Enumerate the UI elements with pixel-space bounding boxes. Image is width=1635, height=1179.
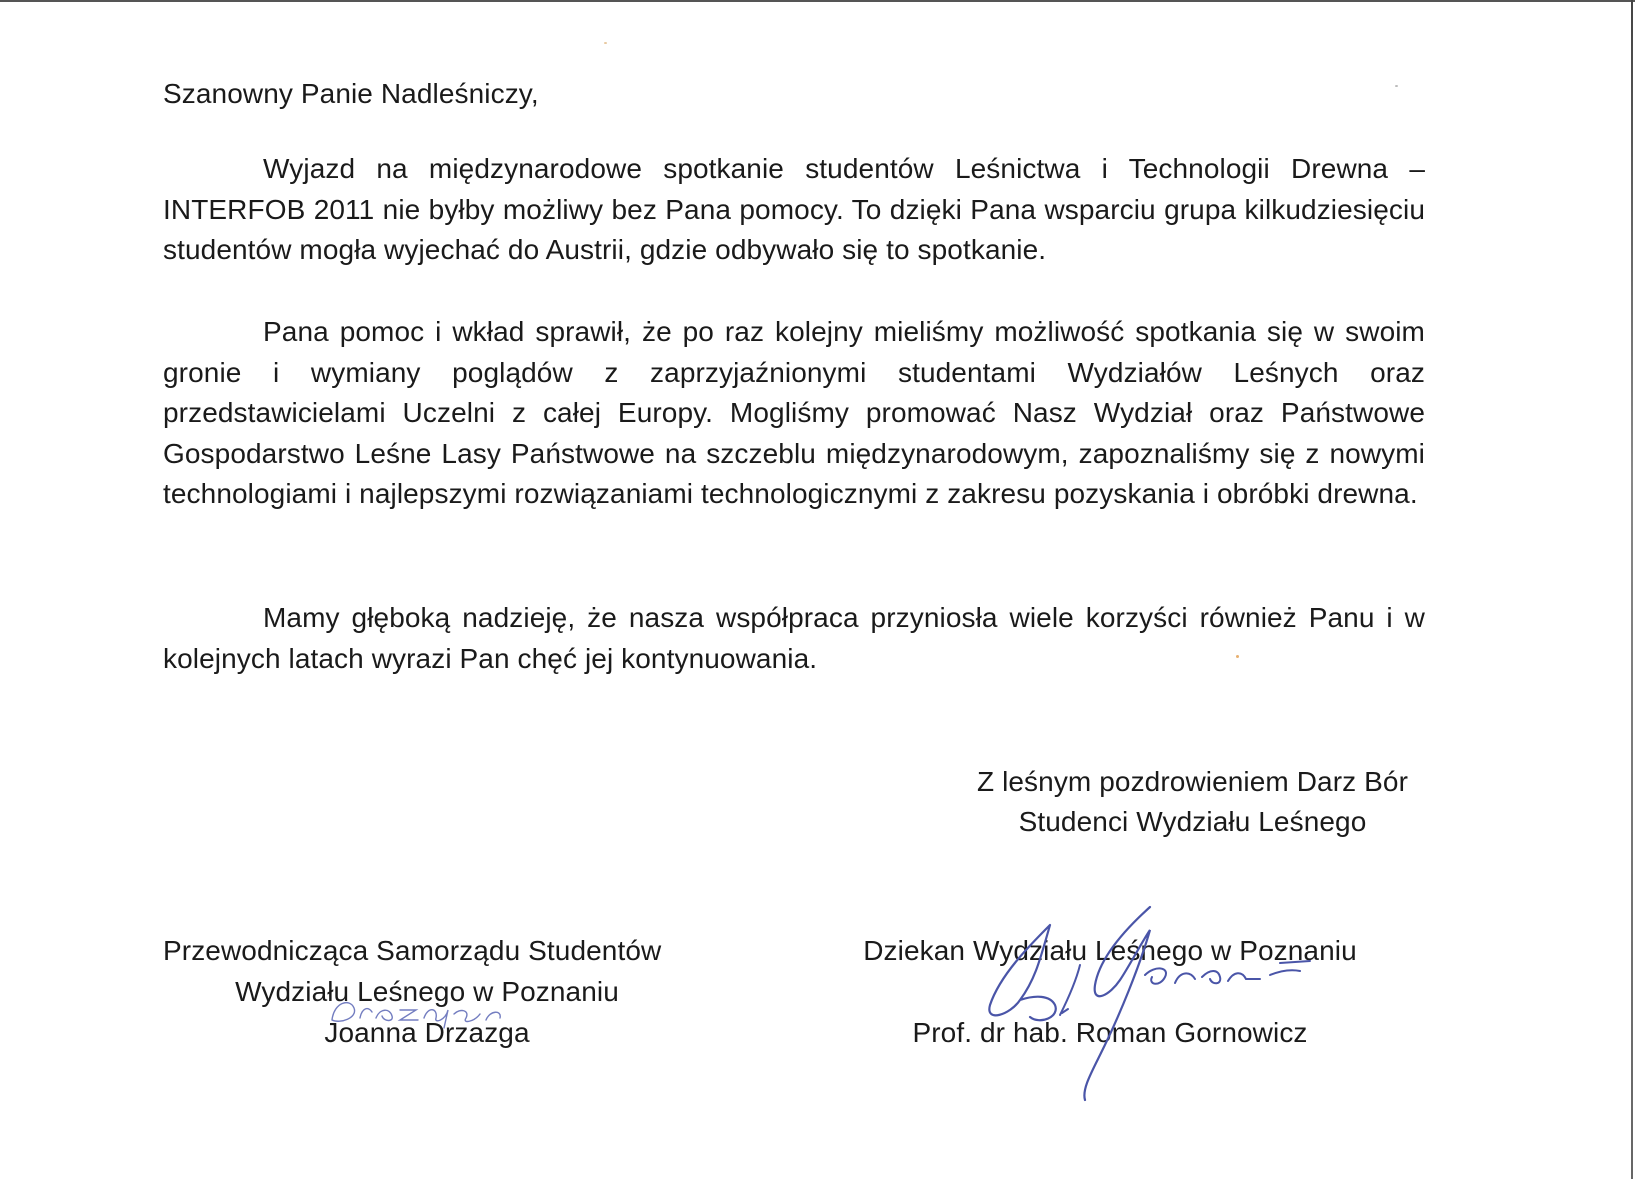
scan-right-edge: [1631, 0, 1633, 1179]
paragraph-2: Pana pomoc i wkład sprawił, że po raz kolejny mieliśmy możliwość spotkania się w swoim gronie i wymiany poglądów z zaprzyjaźnionymi studentami Wydziałów Leśnych oraz przedstawicielami Uczelni z całej Europy. Mogliśmy promować Nasz Wydział oraz Państwowe Gospodarstwo Leśne Lasy Państwowe na szczeblu międzynarodowym, zapoznaliśmy się z nowymi technologiami i najlepszymi rozwiązaniami technologicznymi z zakresu pozyskania i obróbki drewna.: [163, 316, 1425, 509]
paragraph-1: Wyjazd na międzynarodowe spotkanie studentów Leśnictwa i Technologii Drewna – INTERFOB 2011 nie byłby możliwy bez Pana pomocy. To dzięki Pana wsparciu grupa kilkudziesięciu studentów mogła wyjechać do Austrii, gdzie odbywało się to spotkanie.: [163, 153, 1425, 265]
scan-speck: [1395, 85, 1398, 87]
paragraph-3: Mamy głęboką nadzieję, że nasza współpraca przyniosła wiele korzyści również Panu i w kolejnych latach wyrazi Pan chęć jej kontynuowania.: [163, 602, 1425, 674]
signatory-left-title-line2: Wydziału Leśnego w Poznaniu: [235, 976, 619, 1007]
scan-top-edge: [0, 0, 1635, 2]
signatory-left-name: Joanna Drzazga: [324, 1017, 530, 1048]
signatory-right: [835, 930, 1385, 1053]
scan-speck: [604, 42, 607, 44]
closing-group: Studenci Wydziału Leśnego: [1018, 806, 1367, 837]
closing-greeting: Z leśnym pozdrowieniem Darz Bór: [976, 766, 1409, 797]
signatory-right-name: Prof. dr hab. Roman Gornowicz: [912, 1017, 1308, 1048]
signatory-right-title: Dziekan Wydziału Leśnego w Poznaniu: [863, 935, 1357, 966]
signatory-left-title-line1: Przewodnicząca Samorządu Studentów: [163, 935, 662, 966]
scan-speck: [1236, 655, 1239, 658]
signatory-left: [163, 930, 691, 1053]
salutation: Szanowny Panie Nadleśniczy,: [163, 78, 539, 109]
